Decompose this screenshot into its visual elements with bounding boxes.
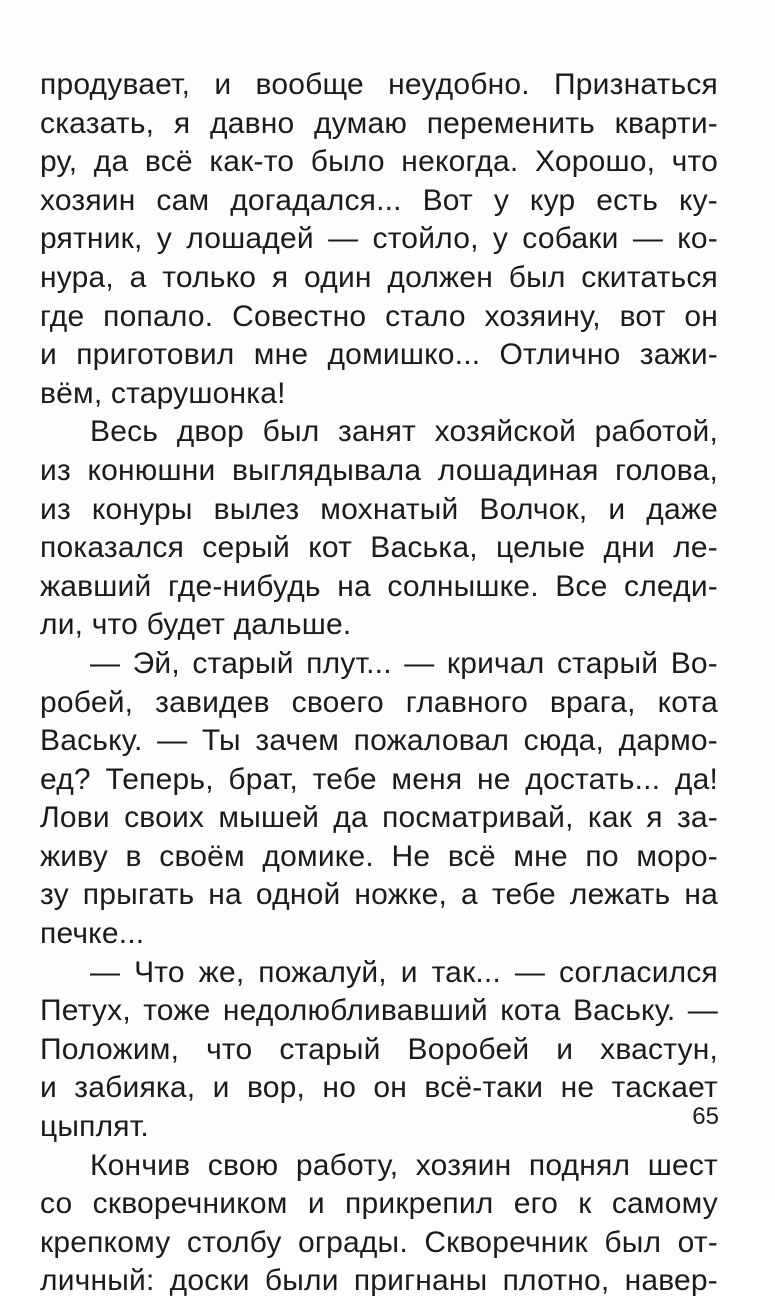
text-line: нура, а только я один должен был скитаться xyxy=(40,260,718,294)
text-line: показался серый кот Васька, целые дни ле- xyxy=(40,531,718,565)
text-line: из конюшни выглядывала лошадиная голова, xyxy=(40,453,718,487)
page-number: 65 xyxy=(692,1103,719,1130)
text-line: ед? Теперь, брат, тебе меня не достать... да! xyxy=(40,762,718,796)
text-line: ли, что будет дальше. xyxy=(40,608,352,642)
text-line: и забияка, и вор, но он всё-таки не таскает xyxy=(40,1071,718,1105)
text-line: где попало. Совестно стало хозяину, вот он xyxy=(40,299,718,333)
text-line: — Что же, пожалуй, и так... — согласился xyxy=(90,955,718,989)
text-line: печке... xyxy=(40,917,145,951)
text-line: и приготовил мне домишко... Отлично зажи- xyxy=(40,338,718,372)
text-line: хозяин сам догадался... Вот у кур есть ку- xyxy=(40,183,718,217)
text-line: цыплят. xyxy=(40,1110,149,1144)
text-line: Положим, что старый Воробей и хвастун, xyxy=(40,1032,718,1066)
text-line: Лови своих мышей да посматривай, как я за- xyxy=(40,801,718,835)
text-line: Весь двор был занят хозяйской работой, xyxy=(90,415,718,449)
text-line: Кончив свою работу, хозяин поднял шест xyxy=(90,1148,718,1182)
text-line: зу прыгать на одной ножке, а тебе лежать на xyxy=(40,878,718,912)
text-line: ру, да всё как-то было некогда. Хорошо, что xyxy=(40,145,718,179)
text-line: — Эй, старый плут... — кричал старый Во- xyxy=(90,646,718,680)
text-line: живу в своём домике. Не всё мне по моро- xyxy=(40,839,718,873)
text-line: робей, завидев своего главного врага, кота xyxy=(40,685,718,719)
text-line: рятник, у лошадей — стойло, у собаки — ко- xyxy=(40,222,718,256)
text-line: жавший где-нибудь на солнышке. Все следи- xyxy=(40,569,718,603)
text-line: со скворечником и прикрепил его к самому xyxy=(40,1187,718,1221)
text-line: продувает, и вообще неудобно. Признаться xyxy=(40,68,718,101)
text-line: сказать, я давно думаю переменить кварти- xyxy=(40,106,718,140)
text-line: вём, старушонка! xyxy=(40,376,286,410)
body-text xyxy=(40,66,718,1301)
text-line: Ваську. — Ты зачем пожаловал сюда, дармо- xyxy=(40,724,718,758)
text-line: из конуры вылез мохнатый Волчок, и даже xyxy=(40,492,718,526)
text-line: Петух, тоже недолюбливавший кота Ваську. — xyxy=(40,994,718,1028)
text-line: крепкому столбу ограды. Скворечник был от- xyxy=(40,1225,718,1259)
text-line: личный: доски были пригнаны плотно, навер- xyxy=(40,1264,718,1298)
